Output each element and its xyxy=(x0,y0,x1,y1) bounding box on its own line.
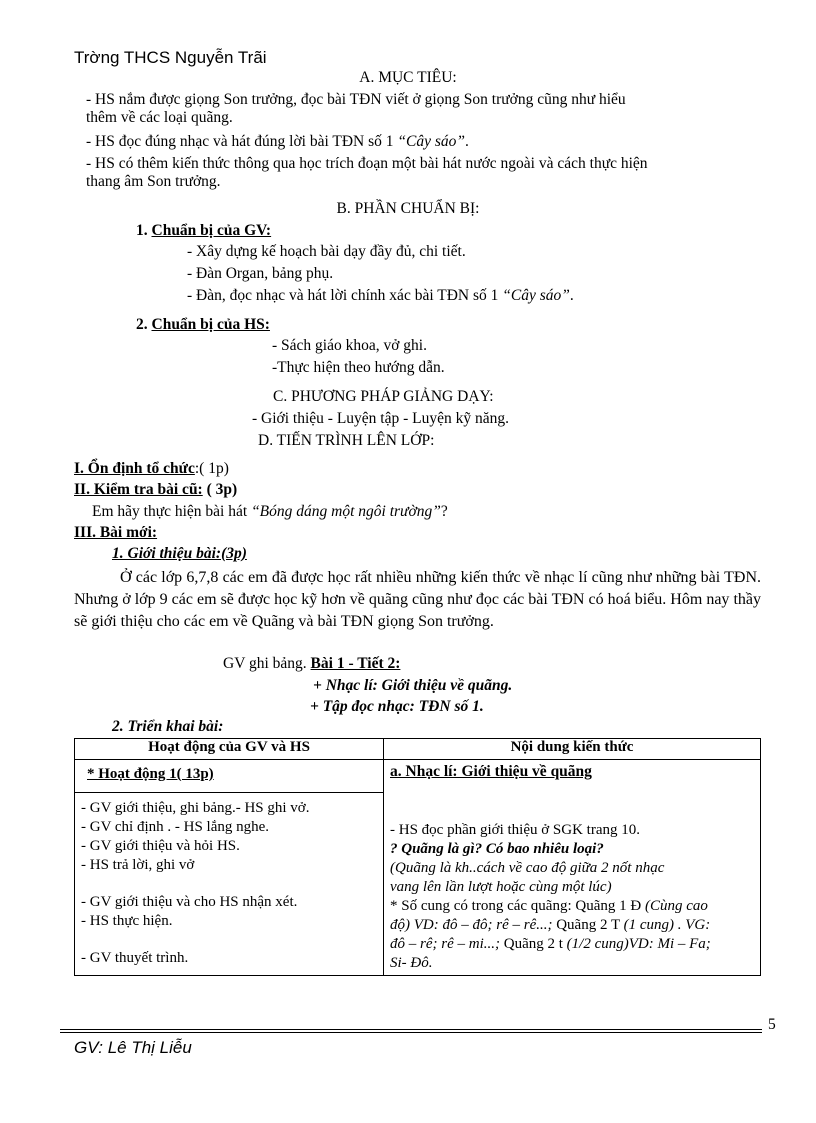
deploy-title: 2. Triển khai bài: xyxy=(112,718,224,735)
teacher-name: GV: Lê Thị Liễu xyxy=(74,1038,192,1057)
activity-line: - GV thuyết trình. xyxy=(81,950,189,966)
content-answer-1: (Quãng là kh..cách về cao độ giữa 2 nốt nhạc xyxy=(390,860,665,876)
content-cung-3: đô – rê; rê – mi...; Quãng 2 t (1/2 cung)VD: Mi – Fa; xyxy=(390,936,711,952)
activity-line: - GV giới thiệu và hỏi HS. xyxy=(81,838,240,854)
content-cung-4: Si- Đô. xyxy=(390,955,433,971)
hs-prep-item-1: - Sách giáo khoa, vở ghi. xyxy=(272,337,427,354)
activity-line: - HS trả lời, ghi vở xyxy=(81,857,195,873)
intro-paragraph: Ở các lớp 6,7,8 các em đã được học rất nhiều những kiến thức về nhạc lí cũng như những bài TĐN. Nhưng ở lớp 9 các em sẽ được học kỹ hơn về quãng cũng như đọc các bài TĐN có hoá biểu. Hôm nay thầy sẽ giới thiệu cho các em về Quãng và bài TĐN giọng Son trưởng. xyxy=(74,569,761,630)
part-1-heading: I. Ổn định tổ chức:( 1p) xyxy=(74,460,229,477)
content-cung-1: * Số cung có trong các quãng: Quãng 1 Đ (Cùng cao xyxy=(390,898,708,914)
table-header-content: Nội dung kiến thức xyxy=(384,739,761,760)
gv-prep-item-1: - Xây dựng kế hoạch bài dạy đầy đủ, chi tiết. xyxy=(187,243,466,260)
activity-1-title: * Hoạt động 1( 13p) xyxy=(87,766,214,782)
table-header-activities: Hoạt động của GV và HS xyxy=(75,739,384,760)
objective-1: - HS nắm được giọng Son trưởng, đọc bài TĐN viết ở giọng Son trưởng cũng như hiểu thêm về các loại quãng. xyxy=(86,91,626,126)
part-2-heading: II. Kiểm tra bài cũ: ( 3p) xyxy=(74,481,238,498)
intro-title: 1. Giới thiệu bài:(3p) xyxy=(112,545,247,562)
gv-prep-item-2: - Đàn Organ, bảng phụ. xyxy=(187,265,334,282)
board-topic-2: + Tập đọc nhạc: TĐN số 1. xyxy=(310,698,484,715)
content-answer-2: vang lên lần lượt hoặc cùng một lúc) xyxy=(390,879,612,895)
activity-line: - GV chỉ định . - HS lắng nghe. xyxy=(81,819,270,835)
activity-line: - GV giới thiệu, ghi bảng.- HS ghi vở. xyxy=(81,800,310,816)
hs-prep-item-2: -Thực hiện theo hướng dẫn. xyxy=(272,359,445,376)
gv-prep-item-3: - Đàn, đọc nhạc và hát lời chính xác bài TĐN số 1 “Cây sáo”. xyxy=(187,287,574,304)
footer-rule-bottom xyxy=(60,1032,762,1033)
activity-line: - HS thực hiện. xyxy=(81,913,173,929)
section-d-title: D. TIẾN TRÌNH LÊN LỚP: xyxy=(258,432,435,449)
section-b-title: B. PHẦN CHUẨN BỊ: xyxy=(336,200,480,217)
content-intro: - HS đọc phần giới thiệu ở SGK trang 10. xyxy=(390,822,641,838)
content-title: a. Nhạc lí: Giới thiệu về quãng xyxy=(390,763,592,780)
content-cung-2: độ) VD: đô – đô; rê – rê...; Quãng 2 T (1 cung) . VG: xyxy=(390,917,711,933)
activity-line: - GV giới thiệu và cho HS nhận xét. xyxy=(81,894,298,910)
content-cell xyxy=(384,760,761,976)
hs-prep-title: 2. Chuẩn bị của HS: xyxy=(136,316,270,333)
objective-3: - HS có thêm kiến thức thông qua học trích đoạn một bài hát nước ngoài và cách thực hiện thang âm Son trưởng. xyxy=(86,155,648,190)
objective-2: - HS đọc đúng nhạc và hát đúng lời bài TĐN số 1 “Cây sáo”. xyxy=(86,133,469,150)
activity-title-cell xyxy=(75,760,384,793)
activity-lines-cell xyxy=(75,793,384,976)
part-2-question: Em hãy thực hiện bài hát “Bóng dáng một ngôi trường”? xyxy=(92,503,448,520)
footer-rule-top xyxy=(60,1029,762,1030)
school-header: Trờng THCS Nguyễn Trãi xyxy=(74,48,267,67)
part-3-heading: III. Bài mới: xyxy=(74,524,158,541)
board-topic-1: + Nhạc lí: Giới thiệu về quãng. xyxy=(313,677,513,694)
page-number: 5 xyxy=(768,1016,776,1033)
board-line: GV ghi bảng. Bài 1 - Tiết 2: xyxy=(223,655,401,672)
section-a-title: A. MỤC TIÊU: xyxy=(359,69,457,86)
section-c-text: - Giới thiệu - Luyện tập - Luyện kỹ năng. xyxy=(252,410,509,427)
section-c-title: C. PHƯƠNG PHÁP GIẢNG DẠY: xyxy=(273,388,494,405)
activity-table xyxy=(74,738,761,976)
gv-prep-title: 1. Chuẩn bị của GV: xyxy=(136,222,272,239)
content-question: ? Quãng là gì? Có bao nhiêu loại? xyxy=(390,841,604,857)
